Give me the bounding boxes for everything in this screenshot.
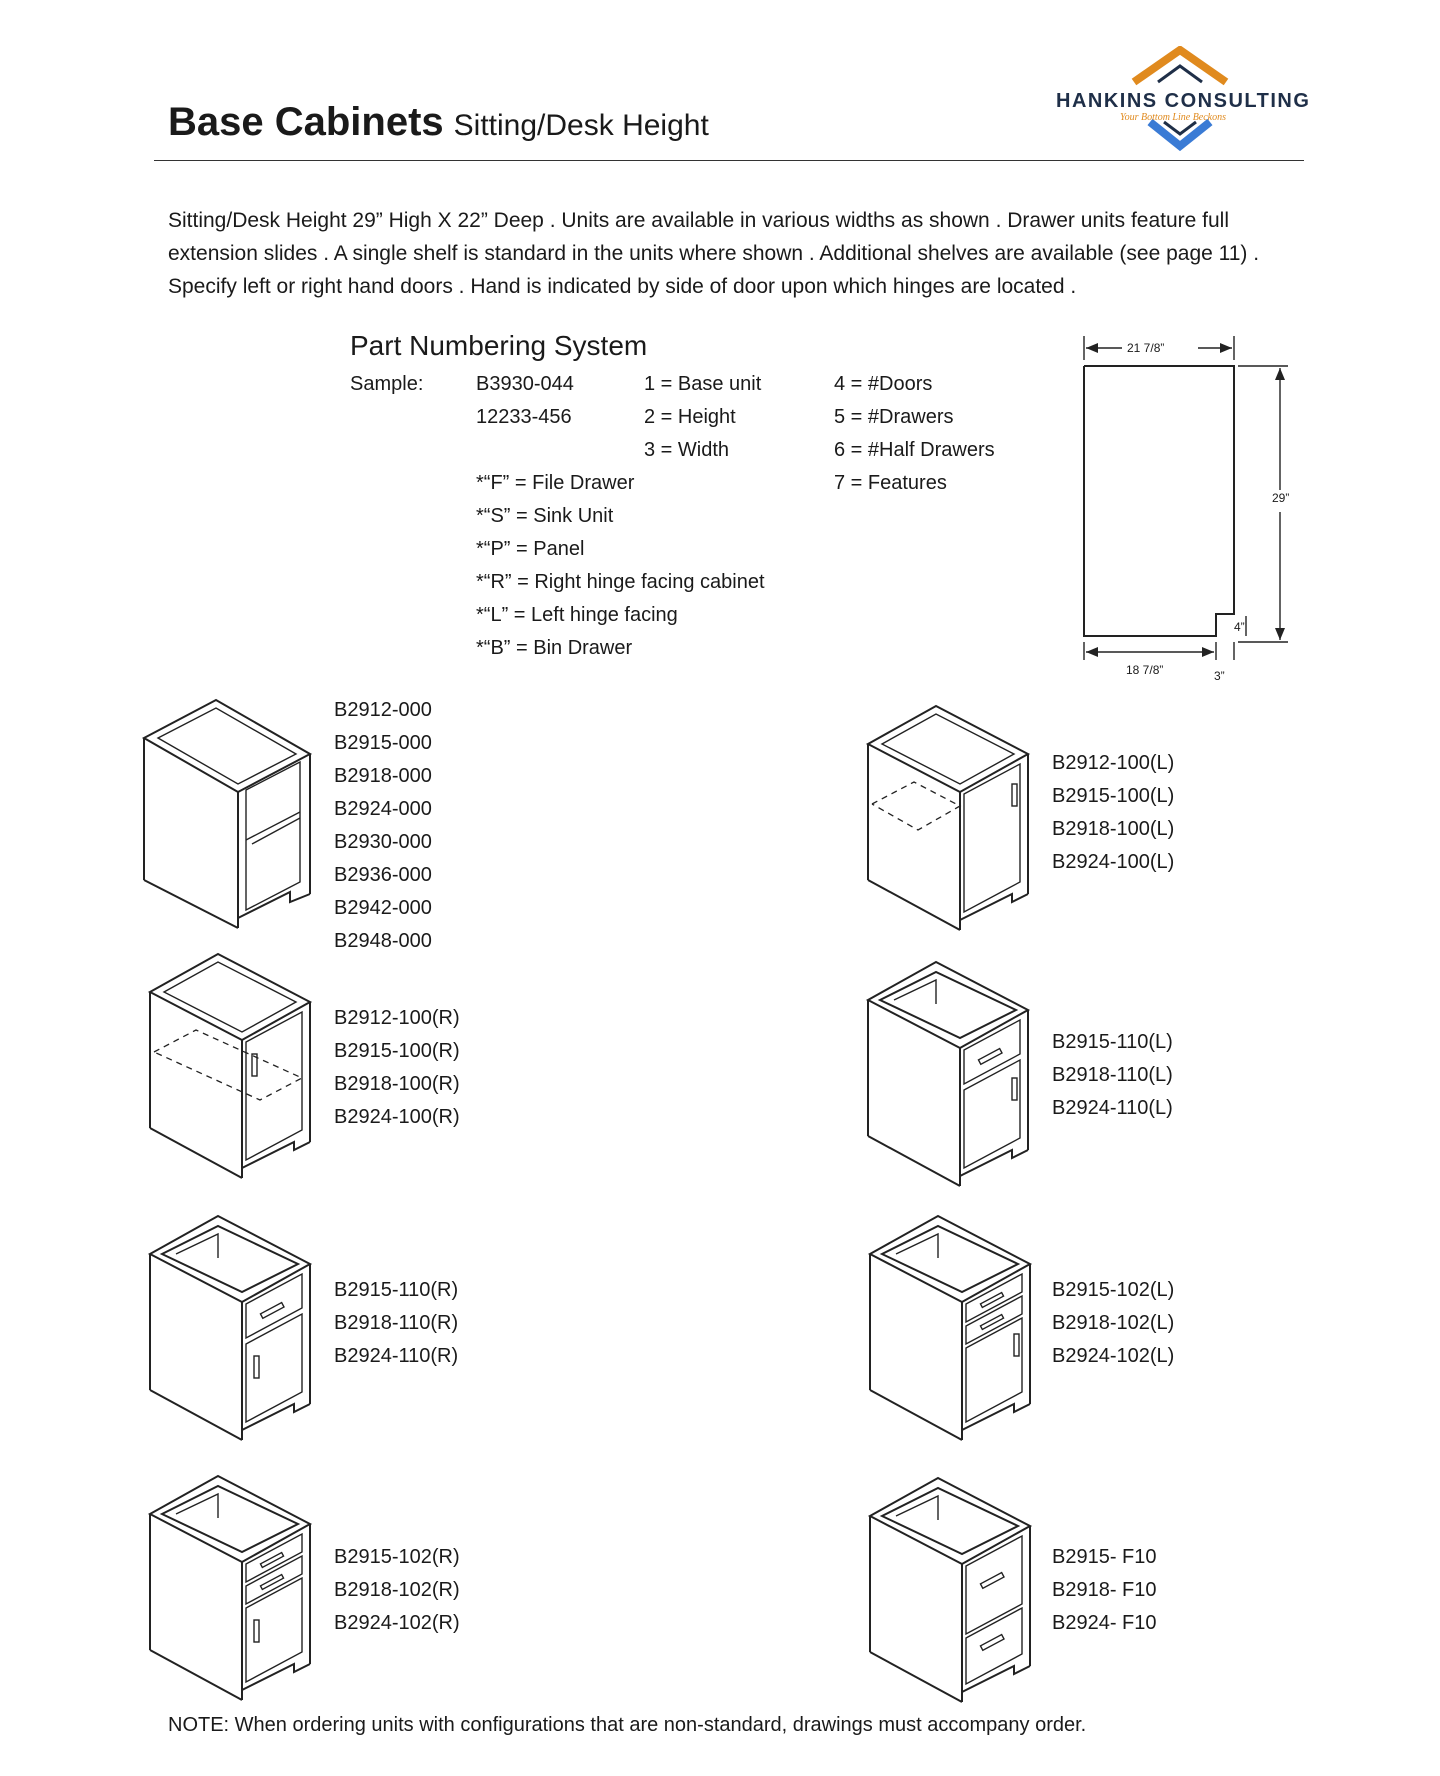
model-number: B2915-110(L): [1052, 1031, 1173, 1053]
model-number: B2915-100(L): [1052, 785, 1175, 807]
model-list-door-right: [334, 1002, 460, 1134]
model-number: B2912-100(R): [334, 1007, 460, 1029]
code-legend: *“R” = Right hinge facing cabinet: [476, 571, 765, 593]
cabinet-two-drawer-door-right-drawing: [146, 1472, 316, 1704]
model-number: B2915-110(R): [334, 1279, 459, 1301]
code-legend: *“F” = File Drawer: [476, 472, 635, 494]
position-legend: 2 = Height: [644, 406, 736, 428]
model-number: B2948-000: [334, 930, 432, 952]
model-number: B2918-102(R): [334, 1579, 460, 1601]
intro-line: extension slides . A single shelf is standard in the units where shown . Additional shelves are available (see page 11) .: [168, 242, 1260, 265]
cabinet-door-right-drawing: [146, 950, 316, 1182]
model-list-file-drawer: [1052, 1541, 1157, 1640]
model-number: B2924-110(L): [1052, 1097, 1173, 1119]
intro-paragraph: [168, 204, 1298, 303]
footer-note: NOTE: When ordering units with configurations that are non-standard, drawings must accompany order.: [168, 1714, 1087, 1736]
part-numbering-title: Part Numbering System: [350, 330, 648, 361]
position-legend: 5 = #Drawers: [834, 406, 954, 428]
cabinet-drawer-door-right-drawing: [146, 1212, 316, 1444]
intro-line: Sitting/Desk Height 29” High X 22” Deep . Units are available in various widths as shown . Drawer units feature full: [168, 209, 1230, 232]
model-number: B2936-000: [334, 864, 432, 886]
title-subtitle: Sitting/Desk Height: [453, 109, 709, 142]
dim-toe-depth: 3”: [1214, 669, 1225, 683]
model-number: B2924-110(R): [334, 1345, 459, 1367]
model-number: B2915-100(R): [334, 1040, 460, 1062]
intro-line: Specify left or right hand doors . Hand is indicated by side of door upon which hinges are located .: [168, 275, 1077, 298]
position-legend: 1 = Base unit: [644, 373, 762, 395]
logo-name: HANKINS CONSULTING: [1056, 90, 1311, 112]
code-legend: *“P” = Panel: [476, 538, 585, 560]
model-number: B2924-100(L): [1052, 851, 1175, 873]
model-number: B2918-100(R): [334, 1073, 460, 1095]
model-number: B2942-000: [334, 897, 432, 919]
cabinet-drawer-door-left-drawing: [864, 958, 1034, 1190]
title-main: Base Cabinets: [168, 100, 444, 144]
model-number: B2912-100(L): [1052, 752, 1175, 774]
page-title: [168, 100, 709, 145]
model-number: B2924-100(R): [334, 1106, 460, 1128]
code-legend: *“S” = Sink Unit: [476, 505, 614, 527]
model-number: B2918-110(L): [1052, 1064, 1173, 1086]
code-legend: *“L” = Left hinge facing: [476, 604, 678, 626]
model-number: B2930-000: [334, 831, 432, 853]
model-number: B2915-102(L): [1052, 1279, 1175, 1301]
model-list-door-left: [1052, 747, 1174, 879]
sample-digits: 12233-456: [476, 406, 572, 428]
model-number: B2924-102(R): [334, 1612, 460, 1634]
model-number: B2918-000: [334, 765, 432, 787]
position-legend: 3 = Width: [644, 439, 730, 461]
sample-number: B3930-044: [476, 373, 574, 395]
model-number: B2915- F10: [1052, 1546, 1157, 1568]
model-number: B2918-110(R): [334, 1312, 459, 1334]
cabinet-door-left-drawing: [864, 702, 1034, 934]
model-number: B2918- F10: [1052, 1579, 1157, 1601]
model-number: B2912-000: [334, 699, 432, 721]
dim-top-width: 21 7/8”: [1127, 341, 1165, 355]
model-number: B2924- F10: [1052, 1612, 1157, 1634]
dim-height: 29”: [1272, 491, 1290, 505]
model-list-drawer-door-right: [334, 1274, 458, 1373]
cabinet-two-drawer-door-left-drawing: [866, 1212, 1036, 1444]
model-number: B2915-102(R): [334, 1546, 460, 1568]
company-logo: [1040, 46, 1320, 156]
logo-tagline: Your Bottom Line Beckons: [1120, 112, 1227, 123]
model-list-two-drawer-door-left: [1052, 1274, 1174, 1373]
model-number: B2924-102(L): [1052, 1345, 1175, 1367]
model-number: B2924-000: [334, 798, 432, 820]
cabinet-open-shelf-drawing: [140, 696, 320, 931]
dim-toe-height: 4”: [1234, 620, 1245, 634]
model-list-two-drawer-door-right: [334, 1541, 460, 1640]
position-legend: 6 = #Half Drawers: [834, 439, 995, 461]
code-legend: *“B” = Bin Drawer: [476, 637, 633, 659]
cabinet-file-drawer-drawing: [866, 1474, 1036, 1706]
model-number: B2918-102(L): [1052, 1312, 1175, 1334]
position-legend: 7 = Features: [834, 472, 947, 494]
model-number: B2915-000: [334, 732, 432, 754]
model-list-open-shelf: [334, 694, 432, 958]
header-divider: [154, 160, 1304, 161]
model-number: B2918-100(L): [1052, 818, 1175, 840]
position-legend: 4 = #Doors: [834, 373, 933, 395]
model-list-drawer-door-left: [1052, 1026, 1173, 1125]
dim-bottom-width: 18 7/8”: [1126, 663, 1164, 677]
sample-label: Sample:: [350, 373, 424, 395]
side-profile-diagram: [1070, 330, 1300, 690]
